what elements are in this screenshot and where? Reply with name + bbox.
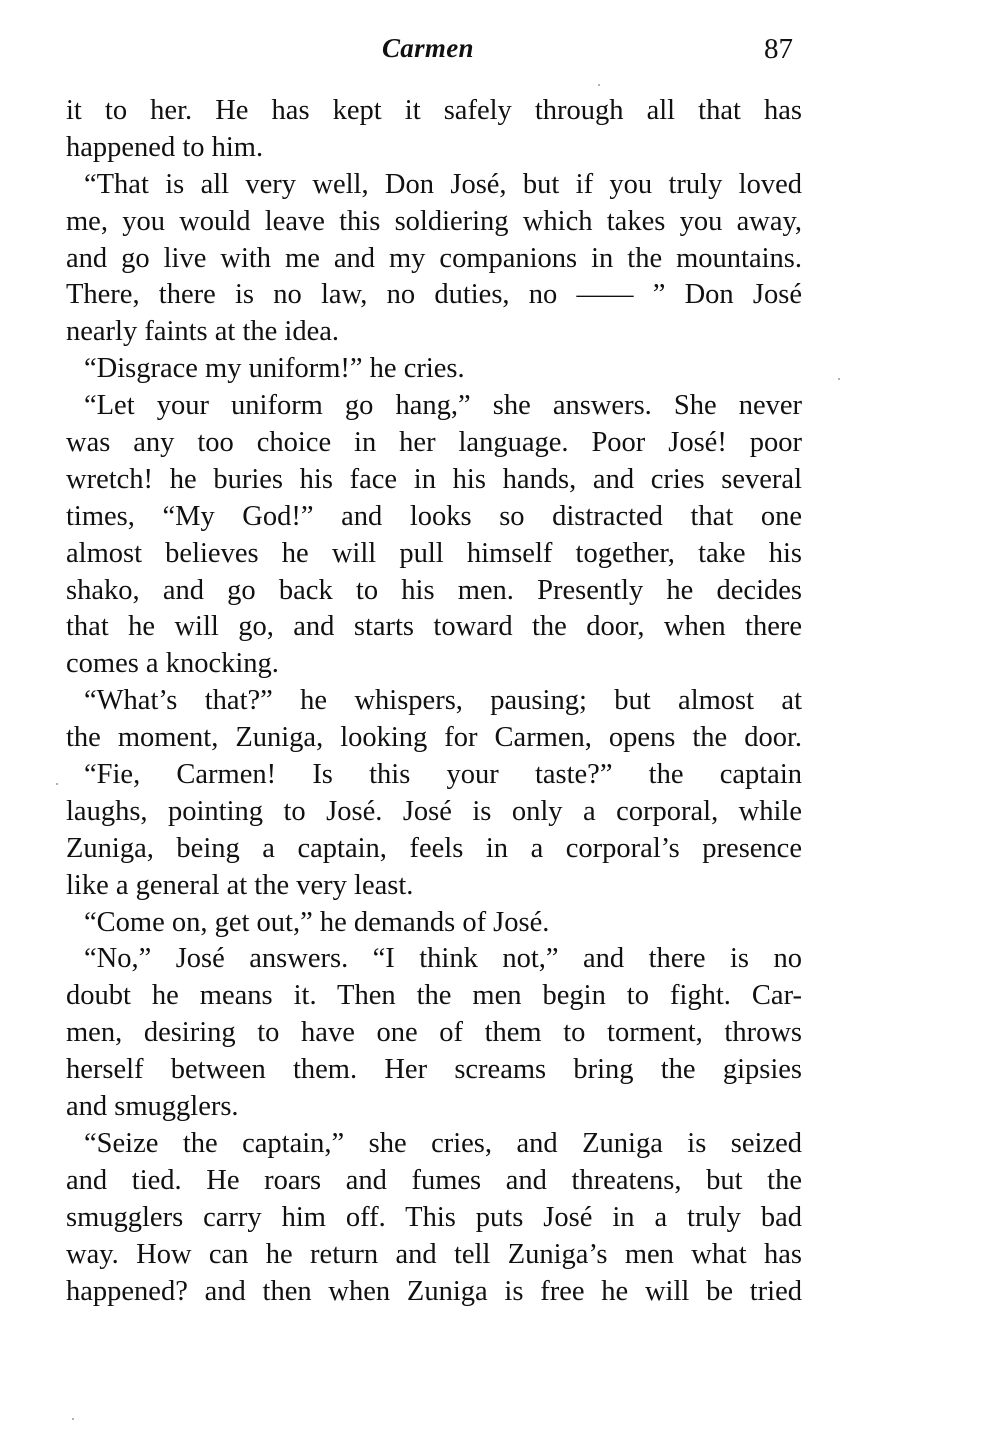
text-line: and tied. He roars and fumes and threatens, but the <box>66 1164 802 1196</box>
text-line: “That is all very well, Don José, but if you truly loved <box>84 168 802 200</box>
text-line: comes a knocking. <box>66 648 279 680</box>
text-line: “Seize the captain,” she cries, and Zuniga is seized <box>84 1127 802 1159</box>
text-line: “Disgrace my uniform!” he cries. <box>84 353 465 385</box>
text-line: almost believes he will pull himself together, take his <box>66 537 802 569</box>
running-header-title: Carmen <box>382 33 474 63</box>
text-line: nearly faints at the idea. <box>66 316 340 348</box>
print-speck <box>56 783 58 785</box>
text-line: wretch! he buries his face in his hands, and cries several <box>66 463 802 495</box>
print-speck <box>598 84 600 86</box>
text-line: doubt he means it. Then the men begin to fight. Car- <box>66 980 802 1012</box>
text-line: There, there is no law, no duties, no —— ” Don José <box>66 279 802 311</box>
text-line: herself between them. Her screams bring the gipsies <box>66 1054 802 1086</box>
text-line: me, you would leave this soldiering which takes you away, <box>66 205 802 237</box>
print-speck <box>838 378 840 380</box>
body-text <box>66 93 802 1310</box>
text-line: the moment, Zuniga, looking for Carmen, opens the door. <box>66 722 802 754</box>
text-line: it to her. He has kept it safely through all that has <box>66 95 802 126</box>
text-line: was any too choice in her language. Poor José! poor <box>66 427 802 459</box>
text-line: “Come on, get out,” he demands of José. <box>84 906 550 938</box>
text-line: happened to him. <box>66 131 264 163</box>
text-line: smugglers carry him off. This puts José in a truly bad <box>66 1201 802 1233</box>
print-speck <box>72 1418 74 1420</box>
text-line: “No,” José answers. “I think not,” and there is no <box>84 943 802 975</box>
text-line: and smugglers. <box>66 1091 239 1123</box>
text-line: happened? and then when Zuniga is free he will be tried <box>66 1275 802 1307</box>
text-line: shako, and go back to his men. Presently he decides <box>66 574 802 606</box>
text-line: times, “My God!” and looks so distracted that one <box>66 500 802 532</box>
text-line: way. How can he return and tell Zuniga’s men what has <box>66 1238 802 1270</box>
text-line: and go live with me and my companions in the mountains. <box>66 242 802 274</box>
text-line: like a general at the very least. <box>66 869 414 901</box>
text-line: men, desiring to have one of them to torment, throws <box>66 1017 802 1049</box>
text-line: “What’s that?” he whispers, pausing; but almost at <box>84 685 802 717</box>
text-line: “Fie, Carmen! Is this your taste?” the captain <box>84 759 802 791</box>
text-line: laughs, pointing to José. José is only a corporal, while <box>66 795 802 827</box>
text-line: that he will go, and starts toward the door, when there <box>66 611 802 643</box>
text-line: “Let your uniform go hang,” she answers. She never <box>84 390 802 422</box>
page-number: 87 <box>764 33 793 65</box>
text-line: Zuniga, being a captain, feels in a corporal’s presence <box>66 832 802 864</box>
